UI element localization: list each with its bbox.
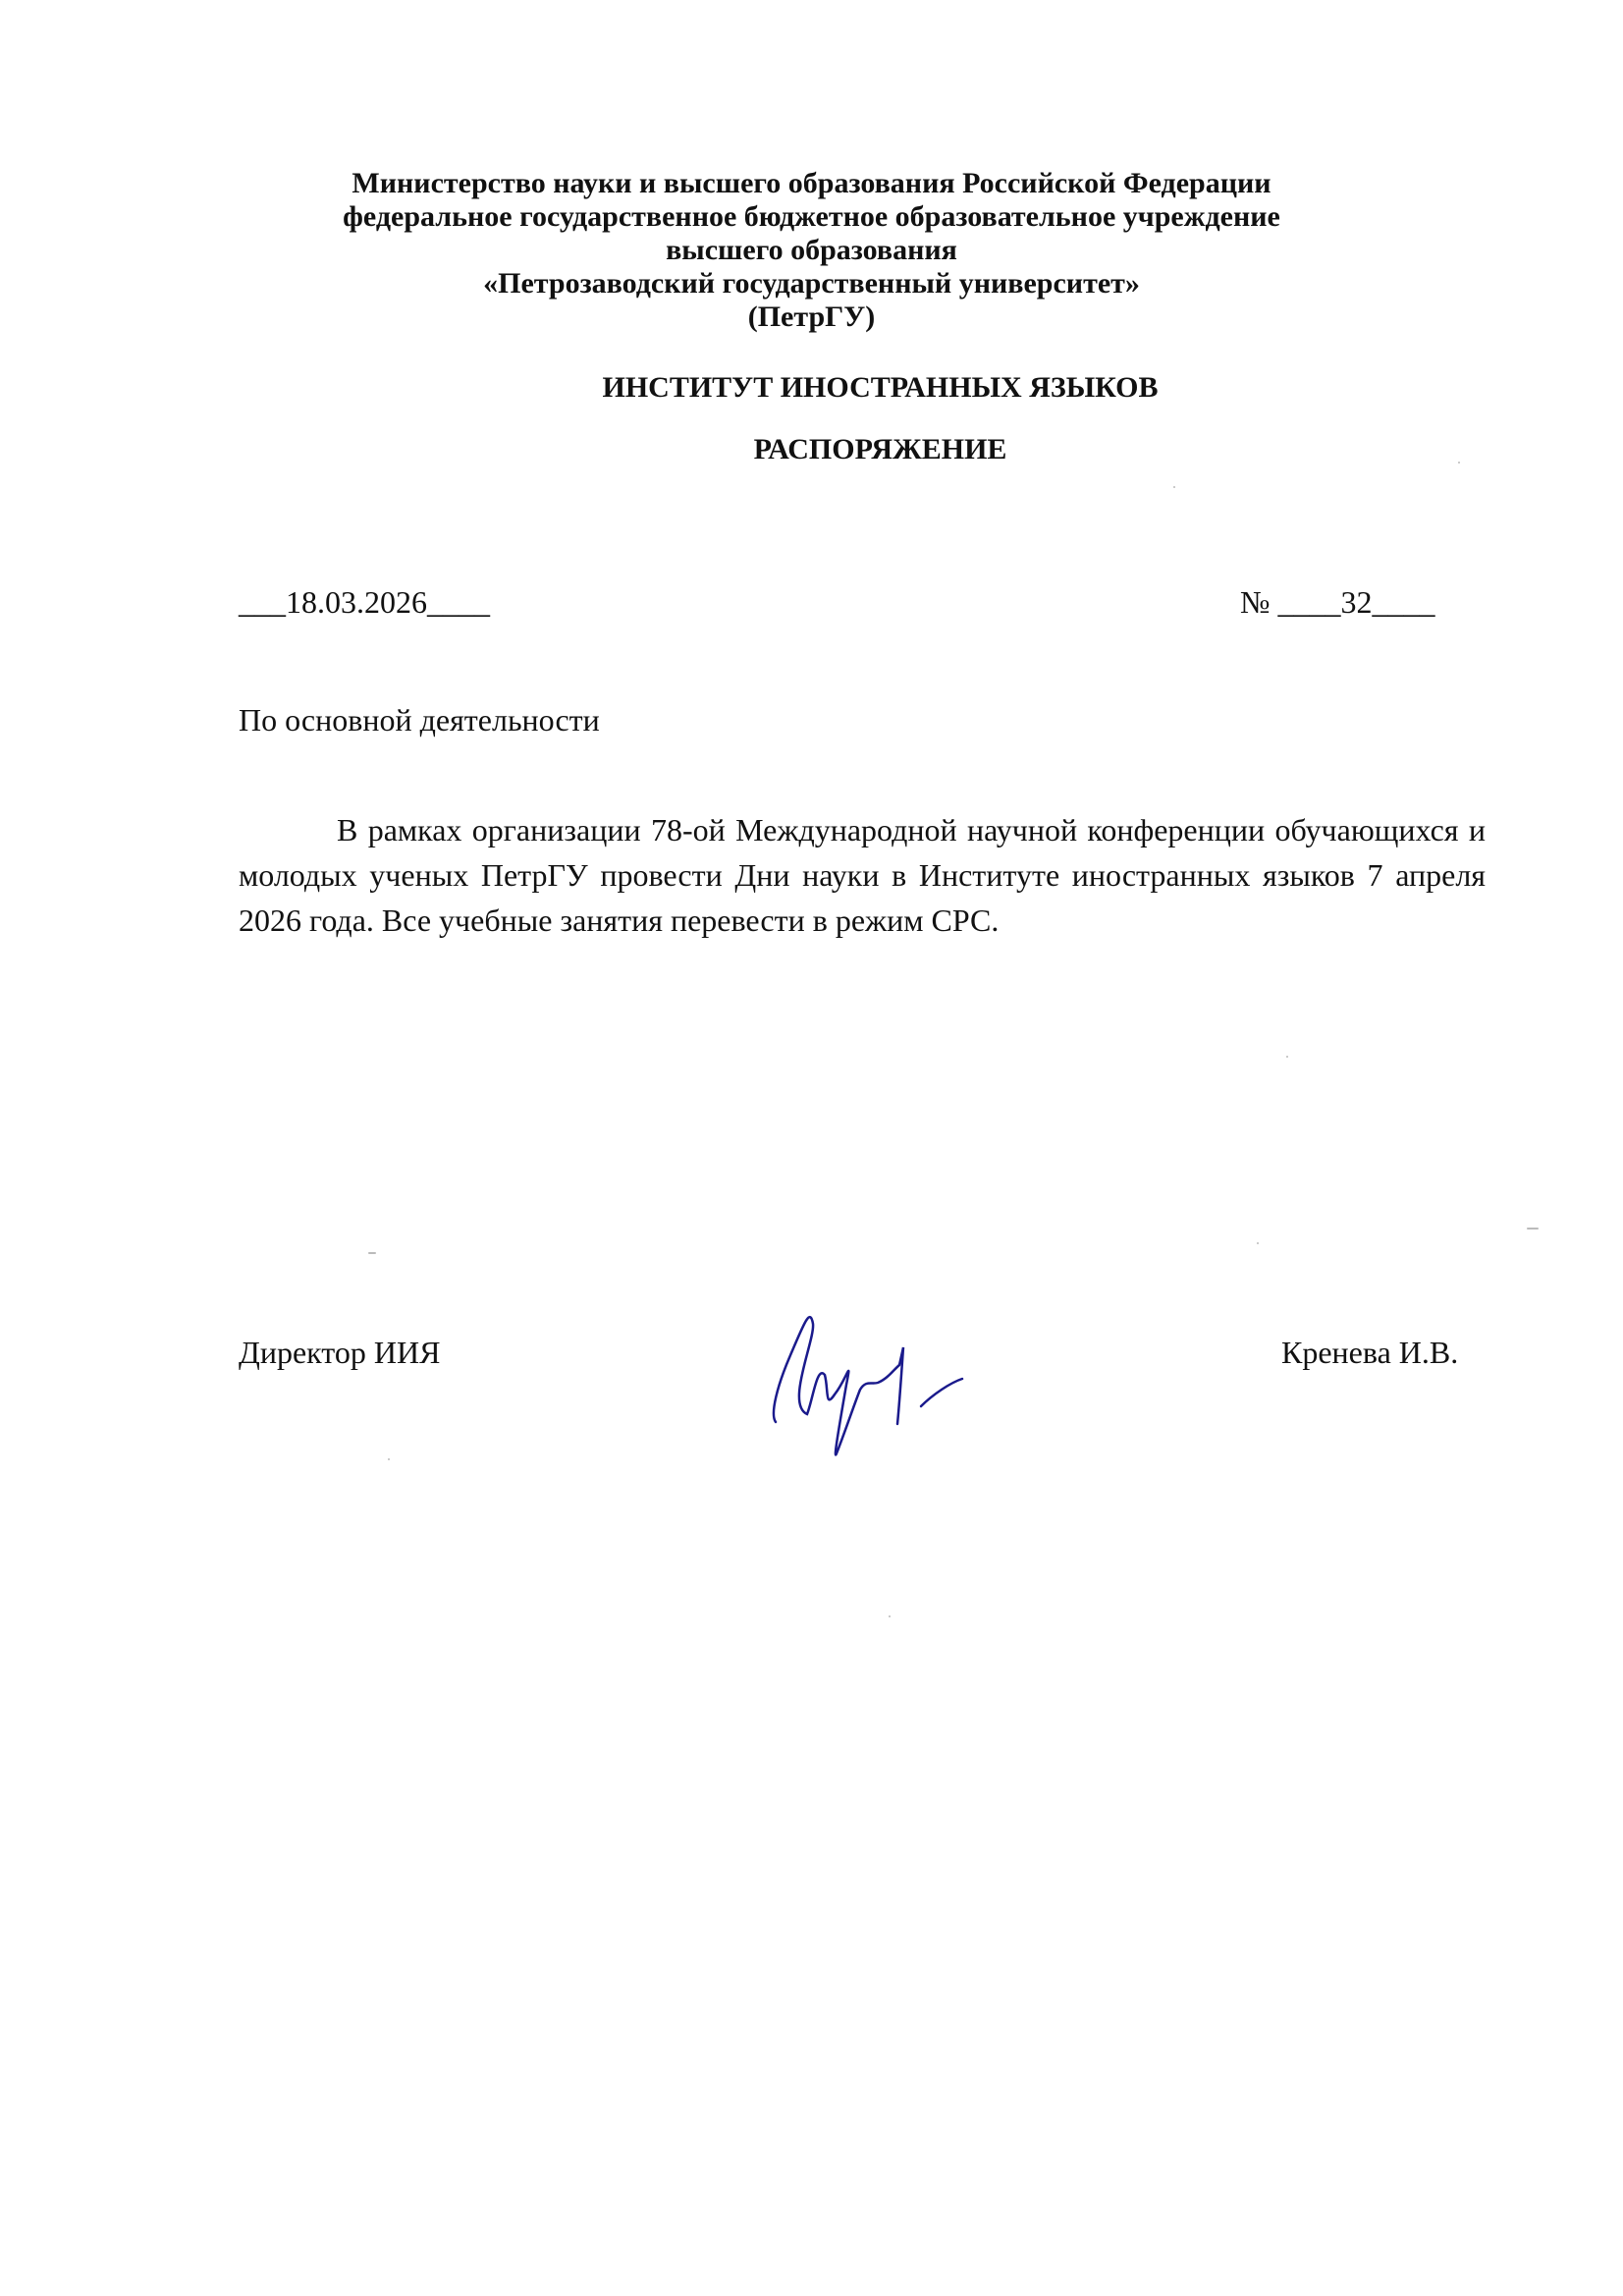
- scan-speck: [1527, 1228, 1539, 1230]
- scan-speck: [368, 1252, 376, 1254]
- signature-stroke-main: [774, 1317, 903, 1454]
- scan-speck: [1257, 1242, 1259, 1244]
- scan-speck: [889, 1615, 891, 1617]
- document-date: ___18.03.2026____: [239, 584, 490, 620]
- scan-speck: [1458, 462, 1460, 464]
- signatory-name: Кренева И.В.: [1281, 1335, 1459, 1370]
- institution-type-line: федеральное государственное бюджетное образовательное учреждение: [343, 200, 1280, 233]
- document-number: № ____32____: [1240, 584, 1435, 620]
- order-paragraph: В рамках организации 78-ой Международной научной конференции обучающихся и молодых ученых ПетрГУ провести Дни науки в Институте иностранных языков 7 апреля 2026 года. Все учебные занятия перевести в режим СРС.: [239, 812, 1486, 938]
- document-type-title: РАСПОРЯЖЕНИЕ: [753, 433, 1007, 465]
- signature-stroke-dash: [921, 1379, 962, 1406]
- education-level-line: высшего образования: [666, 234, 957, 266]
- ministry-line: Министерство науки и высшего образования Российской Федерации: [352, 167, 1271, 199]
- scan-speck: [1286, 1056, 1288, 1058]
- university-name-line: «Петрозаводский государственный университет»: [483, 267, 1140, 300]
- university-abbr-line: (ПетрГУ): [747, 301, 876, 333]
- scan-speck: [1173, 486, 1175, 488]
- handwritten-signature: [756, 1296, 1168, 1493]
- institute-title: ИНСТИТУТ ИНОСТРАННЫХ ЯЗЫКОВ: [602, 371, 1159, 404]
- scan-speck: [388, 1458, 390, 1460]
- document-subject: По основной деятельности: [239, 702, 600, 738]
- signatory-position: Директор ИИЯ: [239, 1335, 441, 1370]
